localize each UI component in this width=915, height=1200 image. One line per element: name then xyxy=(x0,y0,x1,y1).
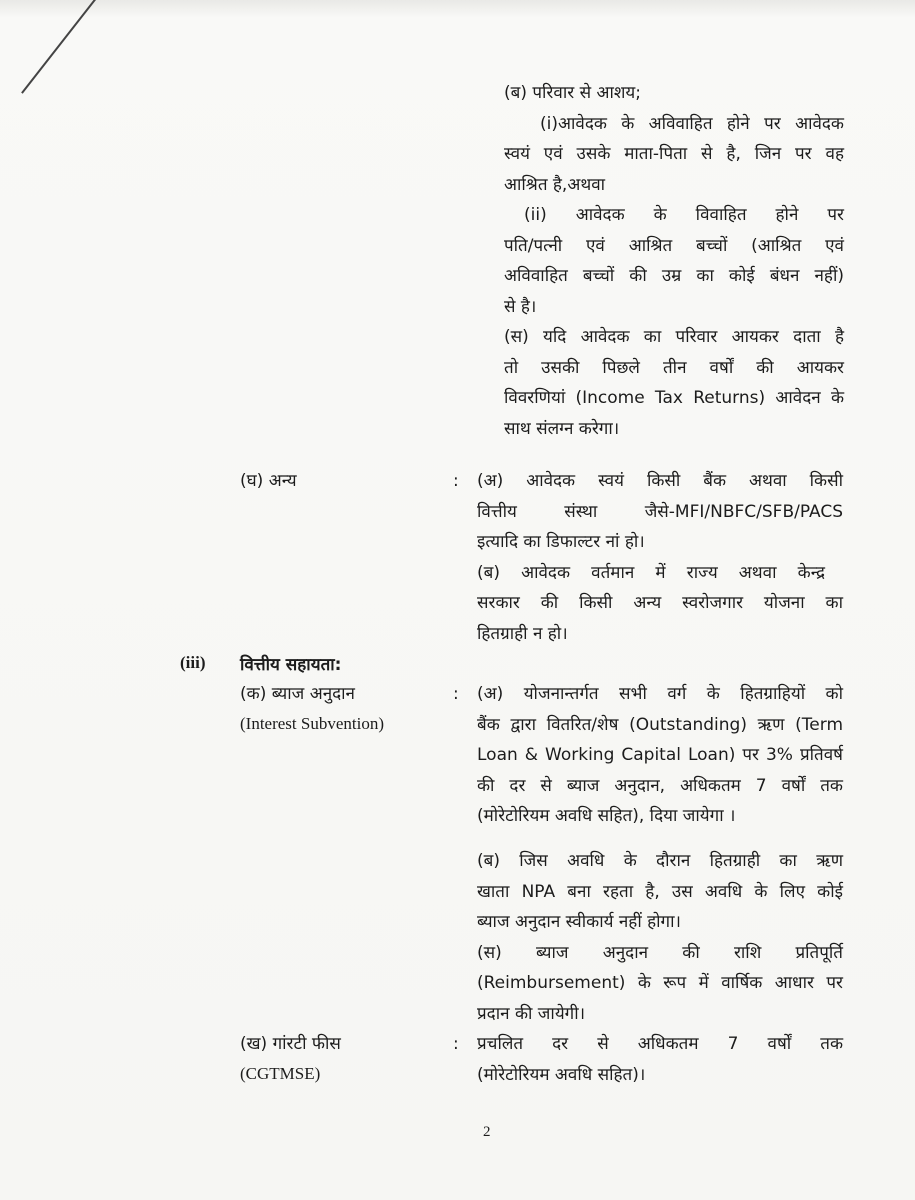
other-a-line-1: (अ) आवेदक स्वयं किसी बैंक अथवा किसी xyxy=(477,471,843,491)
interest-label: (क) ब्याज अनुदान xyxy=(240,684,355,704)
page-number: 2 xyxy=(483,1124,491,1140)
interest-a-block xyxy=(477,679,843,832)
other-colon: : xyxy=(453,471,459,491)
other-b-line-2: सरकार की किसी अन्य स्वरोजगार योजना का xyxy=(477,593,843,613)
family-s-line-1: (स) यदि आवेदक का परिवार आयकर दाता है xyxy=(504,327,844,347)
interest-colon: : xyxy=(453,684,459,704)
family-ii-line-1: (ii) आवेदक के विवाहित होने पर xyxy=(524,205,844,225)
guarantee-label-en: (CGTMSE) xyxy=(240,1064,321,1083)
guarantee-block xyxy=(477,1029,843,1090)
family-i-line-3: आश्रित है,अथवा xyxy=(504,174,606,195)
family-heading: (ब) परिवार से आशय; xyxy=(504,83,642,103)
family-s-line-2: तो उसकी पिछले तीन वर्षों की आयकर xyxy=(504,357,844,378)
guarantee-label: (ख) गांरटी फीस xyxy=(240,1034,341,1054)
other-b-line-3: हितग्राही न हो। xyxy=(477,623,568,644)
financial-heading: वित्तीय सहायता: xyxy=(240,655,342,675)
family-s-line-3: विवरणियां (Income Tax Returns) आवेदन के xyxy=(504,388,844,408)
interest-s-line-3: प्रदान की जायेगी। xyxy=(477,1003,586,1024)
section-number: (iii) xyxy=(180,653,206,672)
other-a-line-2: वित्तीय संस्था जैसे-MFI/NBFC/SFB/PACS xyxy=(477,501,843,522)
interest-a-line-5: (मोरेटोरियम अवधि सहित), दिया जायेगा । xyxy=(477,806,736,826)
family-ii-line-2: पति/पत्नी एवं आश्रित बच्चों (आश्रित एवं xyxy=(504,235,844,256)
guarantee-line-1: प्रचलित दर से अधिकतम 7 वर्षों तक xyxy=(477,1034,843,1054)
interest-a-line-3: Loan & Working Capital Loan) पर 3% प्रतिवर्ष xyxy=(477,745,843,765)
other-a-line-3: इत्यादि का डिफाल्टर नां हो। xyxy=(477,532,645,552)
other-b-line-1: (ब) आवेदक वर्तमान में राज्य अथवा केन्द्र xyxy=(477,562,825,583)
guarantee-line-2: (मोरेटोरियम अवधि सहित)। xyxy=(477,1064,646,1085)
interest-a-line-2: बैंक द्वारा वितरित/शेष (Outstanding) ऋण (Term xyxy=(477,714,843,735)
interest-s-line-1: (स) ब्याज अनुदान की राशि प्रतिपूर्ति xyxy=(477,942,843,963)
guarantee-colon: : xyxy=(453,1034,459,1054)
interest-a-line-1: (अ) योजनान्तर्गत सभी वर्ग के हितग्राहियों को xyxy=(477,684,843,704)
family-ii-line-3: अविवाहित बच्चों की उम्र का कोई बंधन नहीं) xyxy=(504,266,844,286)
interest-b-line-3: ब्याज अनुदान स्वीकार्य नहीं होगा। xyxy=(477,912,681,932)
interest-b-line-2: खाता NPA बना रहता है, उस अवधि के लिए कोई xyxy=(477,881,843,902)
interest-b-line-1: (ब) जिस अवधि के दौरान हितग्राही का ऋण xyxy=(477,851,843,871)
interest-b-block xyxy=(477,846,843,1029)
family-i-line-1: (i)आवेदक के अविवाहित होने पर आवेदक xyxy=(540,113,844,134)
scan-shadow xyxy=(0,0,915,18)
other-block xyxy=(477,466,843,649)
interest-s-line-2: (Reimbursement) के रूप में वार्षिक आधार पर xyxy=(477,973,843,993)
interest-label-en: (Interest Subvention) xyxy=(240,714,384,733)
family-s-line-4: साथ संलग्न करेगा। xyxy=(504,418,620,439)
other-label: (घ) अन्य xyxy=(240,471,297,491)
family-meaning-block xyxy=(504,78,844,444)
interest-a-line-4: की दर से ब्याज अनुदान, अधिकतम 7 वर्षों तक xyxy=(477,775,843,796)
family-ii-line-4: से है। xyxy=(504,296,537,317)
family-i-line-2: स्वयं एवं उसके माता-पिता से है, जिन पर वह xyxy=(504,144,844,164)
